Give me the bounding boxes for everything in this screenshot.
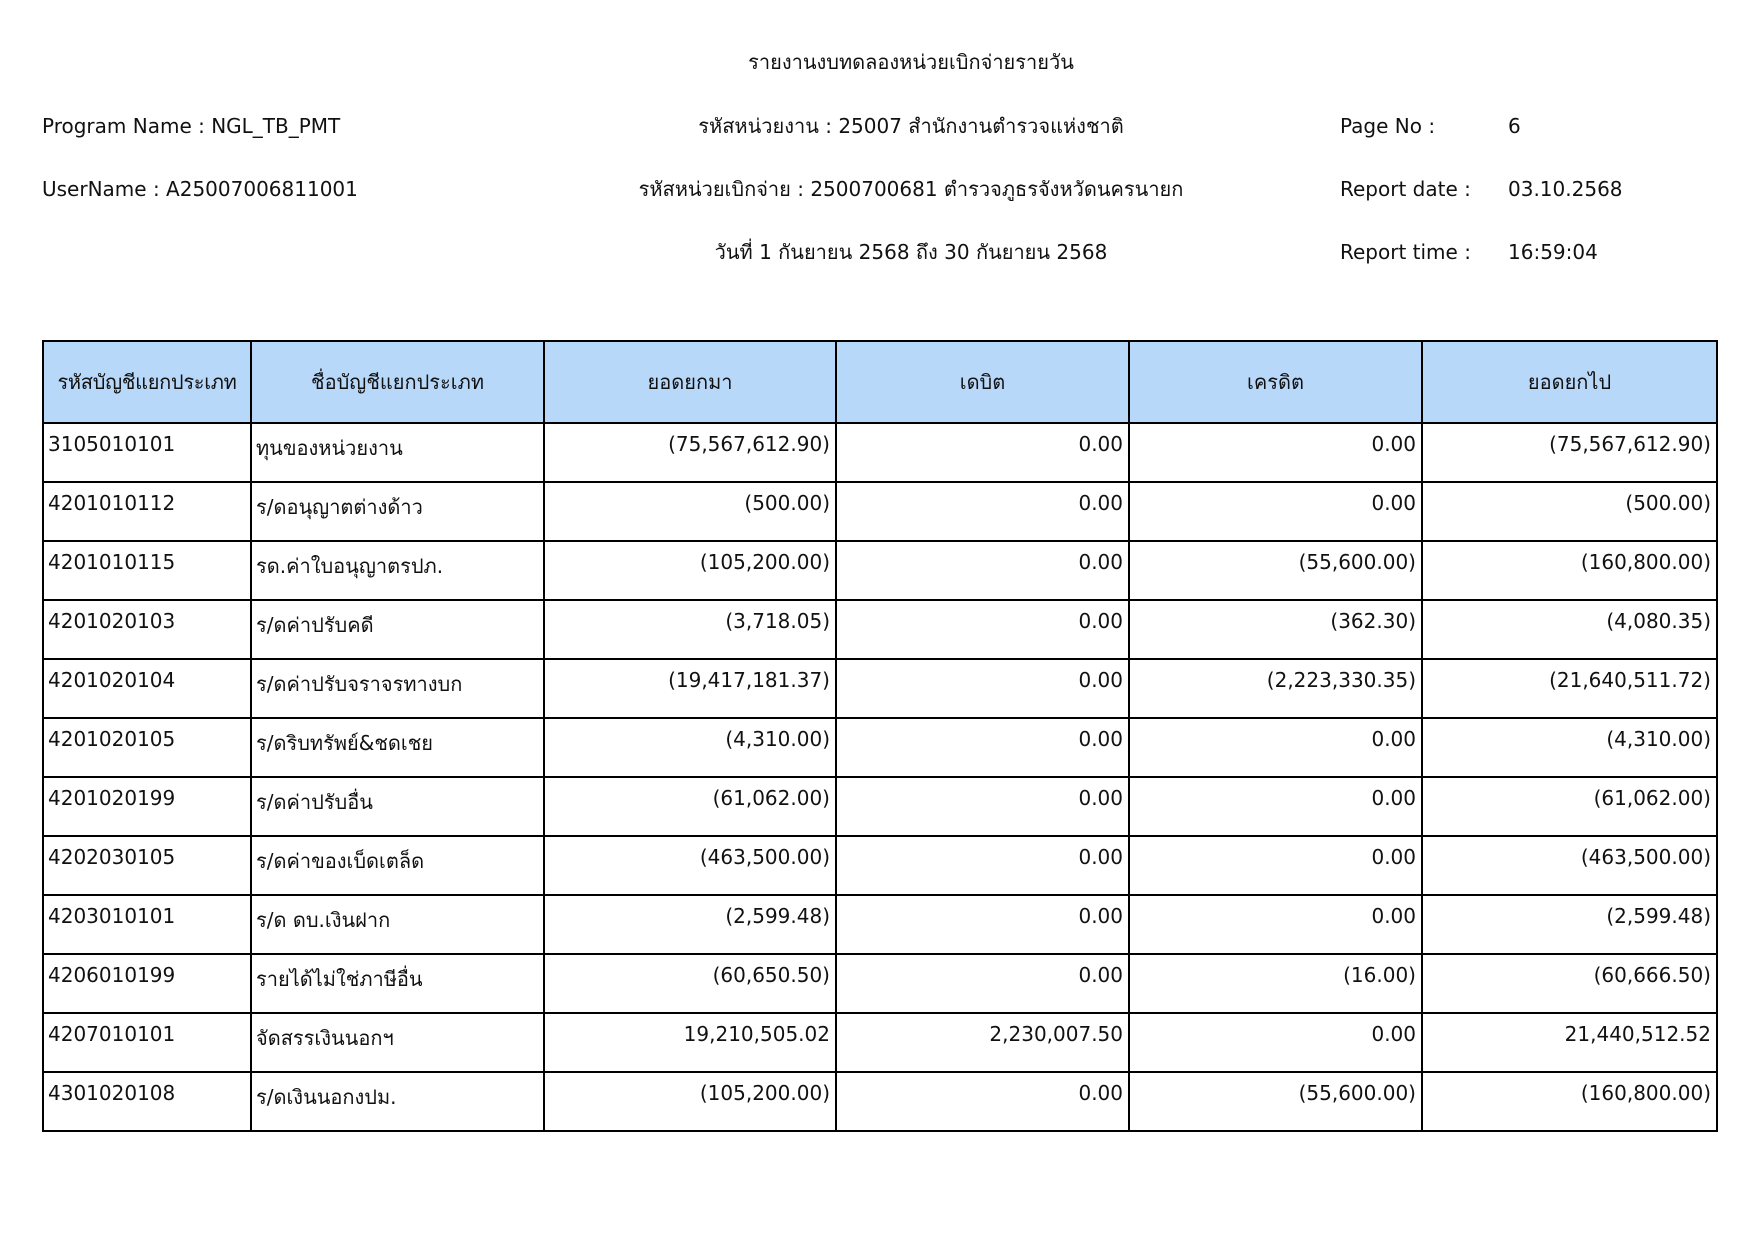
cell-carried-forward: (500.00) [1422, 482, 1717, 541]
cell-debit: 0.00 [836, 541, 1129, 600]
cell-brought-forward: (61,062.00) [544, 777, 836, 836]
report-period: วันที่ 1 กันยายน 2568 ถึง 30 กันยายน 2568 [714, 240, 1108, 264]
cell-carried-forward: 21,440,512.52 [1422, 1013, 1717, 1072]
table-row [43, 423, 1717, 482]
column-header-credit: เครดิต [1129, 341, 1422, 423]
table-row [43, 541, 1717, 600]
report-title: รายงานงบทดลองหน่วยเบิกจ่ายรายวัน [748, 50, 1074, 74]
column-header-account-name: ชื่อบัญชีแยกประเภท [251, 341, 544, 423]
cell-carried-forward: (61,062.00) [1422, 777, 1717, 836]
cell-account-code: 4201020104 [43, 659, 251, 718]
cell-debit: 2,230,007.50 [836, 1013, 1129, 1072]
cell-account-name: ร/ดค่าปรับจราจรทางบก [251, 659, 544, 718]
cell-debit: 0.00 [836, 836, 1129, 895]
cell-carried-forward: (4,080.35) [1422, 600, 1717, 659]
cell-account-code: 4202030105 [43, 836, 251, 895]
table-row [43, 954, 1717, 1013]
report-date-label: Report date : [1340, 177, 1471, 201]
cell-carried-forward: (75,567,612.90) [1422, 423, 1717, 482]
table-header-row [43, 341, 1717, 423]
cell-account-code: 4201020103 [43, 600, 251, 659]
page-no-value: 6 [1508, 114, 1521, 138]
cell-account-name: ร/ดค่าปรับคดี [251, 600, 544, 659]
column-header-debit: เดบิต [836, 341, 1129, 423]
report-time-label: Report time : [1340, 240, 1471, 264]
cell-account-name: ร/ดค่าปรับอื่น [251, 777, 544, 836]
cell-account-code: 4201010112 [43, 482, 251, 541]
cell-brought-forward: (500.00) [544, 482, 836, 541]
cell-brought-forward: (463,500.00) [544, 836, 836, 895]
cell-carried-forward: (60,666.50) [1422, 954, 1717, 1013]
cell-brought-forward: (60,650.50) [544, 954, 836, 1013]
report-time-value: 16:59:04 [1508, 240, 1598, 264]
table-row [43, 836, 1717, 895]
trial-balance-table [42, 340, 1718, 1132]
cell-account-name: ร/ด ดบ.เงินฝาก [251, 895, 544, 954]
cell-carried-forward: (160,800.00) [1422, 1072, 1717, 1131]
cell-account-code: 4207010101 [43, 1013, 251, 1072]
table-row [43, 482, 1717, 541]
column-header-brought-forward: ยอดยกมา [544, 341, 836, 423]
cell-account-code: 4206010199 [43, 954, 251, 1013]
cell-carried-forward: (4,310.00) [1422, 718, 1717, 777]
table-row [43, 718, 1717, 777]
cell-debit: 0.00 [836, 777, 1129, 836]
cell-debit: 0.00 [836, 659, 1129, 718]
program-name: Program Name : NGL_TB_PMT [42, 114, 341, 138]
cell-credit: (55,600.00) [1129, 1072, 1422, 1131]
cell-account-name: รายได้ไม่ใช่ภาษีอื่น [251, 954, 544, 1013]
disbursement-unit-line: รหัสหน่วยเบิกจ่าย : 2500700681 ตำรวจภูธรจังหวัดนครนายก [638, 177, 1184, 201]
cell-credit: 0.00 [1129, 836, 1422, 895]
cell-account-name: ร/ดเงินนอกงปม. [251, 1072, 544, 1131]
cell-brought-forward: (75,567,612.90) [544, 423, 836, 482]
cell-account-name: ร/ดริบทรัพย์&ชดเชย [251, 718, 544, 777]
cell-account-code: 4203010101 [43, 895, 251, 954]
cell-brought-forward: 19,210,505.02 [544, 1013, 836, 1072]
cell-brought-forward: (4,310.00) [544, 718, 836, 777]
table-row [43, 600, 1717, 659]
cell-account-code: 3105010101 [43, 423, 251, 482]
department-line: รหัสหน่วยงาน : 25007 สำนักงานตำรวจแห่งชาติ [698, 114, 1124, 138]
cell-carried-forward: (160,800.00) [1422, 541, 1717, 600]
cell-credit: 0.00 [1129, 895, 1422, 954]
cell-account-name: ร/ดอนุญาตต่างด้าว [251, 482, 544, 541]
cell-debit: 0.00 [836, 423, 1129, 482]
page-no-label: Page No : [1340, 114, 1436, 138]
cell-account-code: 4301020108 [43, 1072, 251, 1131]
cell-account-name: ทุนของหน่วยงาน [251, 423, 544, 482]
cell-account-name: ร/ดค่าของเบ็ดเตล็ด [251, 836, 544, 895]
cell-account-name: รด.ค่าใบอนุญาตรปภ. [251, 541, 544, 600]
cell-carried-forward: (463,500.00) [1422, 836, 1717, 895]
cell-credit: 0.00 [1129, 1013, 1422, 1072]
cell-brought-forward: (2,599.48) [544, 895, 836, 954]
cell-account-code: 4201020105 [43, 718, 251, 777]
cell-debit: 0.00 [836, 954, 1129, 1013]
table-row [43, 1013, 1717, 1072]
cell-credit: 0.00 [1129, 718, 1422, 777]
username: UserName : A25007006811001 [42, 177, 358, 201]
cell-credit: 0.00 [1129, 777, 1422, 836]
report-date-value: 03.10.2568 [1508, 177, 1623, 201]
table-row [43, 1072, 1717, 1131]
cell-account-code: 4201010115 [43, 541, 251, 600]
cell-brought-forward: (3,718.05) [544, 600, 836, 659]
table-row [43, 659, 1717, 718]
table-row [43, 895, 1717, 954]
cell-credit: 0.00 [1129, 482, 1422, 541]
cell-account-name: จัดสรรเงินนอกฯ [251, 1013, 544, 1072]
cell-debit: 0.00 [836, 718, 1129, 777]
cell-credit: (362.30) [1129, 600, 1422, 659]
cell-debit: 0.00 [836, 895, 1129, 954]
table-row [43, 777, 1717, 836]
column-header-account-code: รหัสบัญชีแยกประเภท [43, 341, 251, 423]
cell-account-code: 4201020199 [43, 777, 251, 836]
cell-credit: (2,223,330.35) [1129, 659, 1422, 718]
column-header-carried-forward: ยอดยกไป [1422, 341, 1717, 423]
cell-credit: (16.00) [1129, 954, 1422, 1013]
cell-credit: 0.00 [1129, 423, 1422, 482]
cell-debit: 0.00 [836, 600, 1129, 659]
cell-brought-forward: (19,417,181.37) [544, 659, 836, 718]
cell-credit: (55,600.00) [1129, 541, 1422, 600]
cell-brought-forward: (105,200.00) [544, 1072, 836, 1131]
cell-brought-forward: (105,200.00) [544, 541, 836, 600]
cell-carried-forward: (21,640,511.72) [1422, 659, 1717, 718]
cell-debit: 0.00 [836, 1072, 1129, 1131]
cell-carried-forward: (2,599.48) [1422, 895, 1717, 954]
cell-debit: 0.00 [836, 482, 1129, 541]
